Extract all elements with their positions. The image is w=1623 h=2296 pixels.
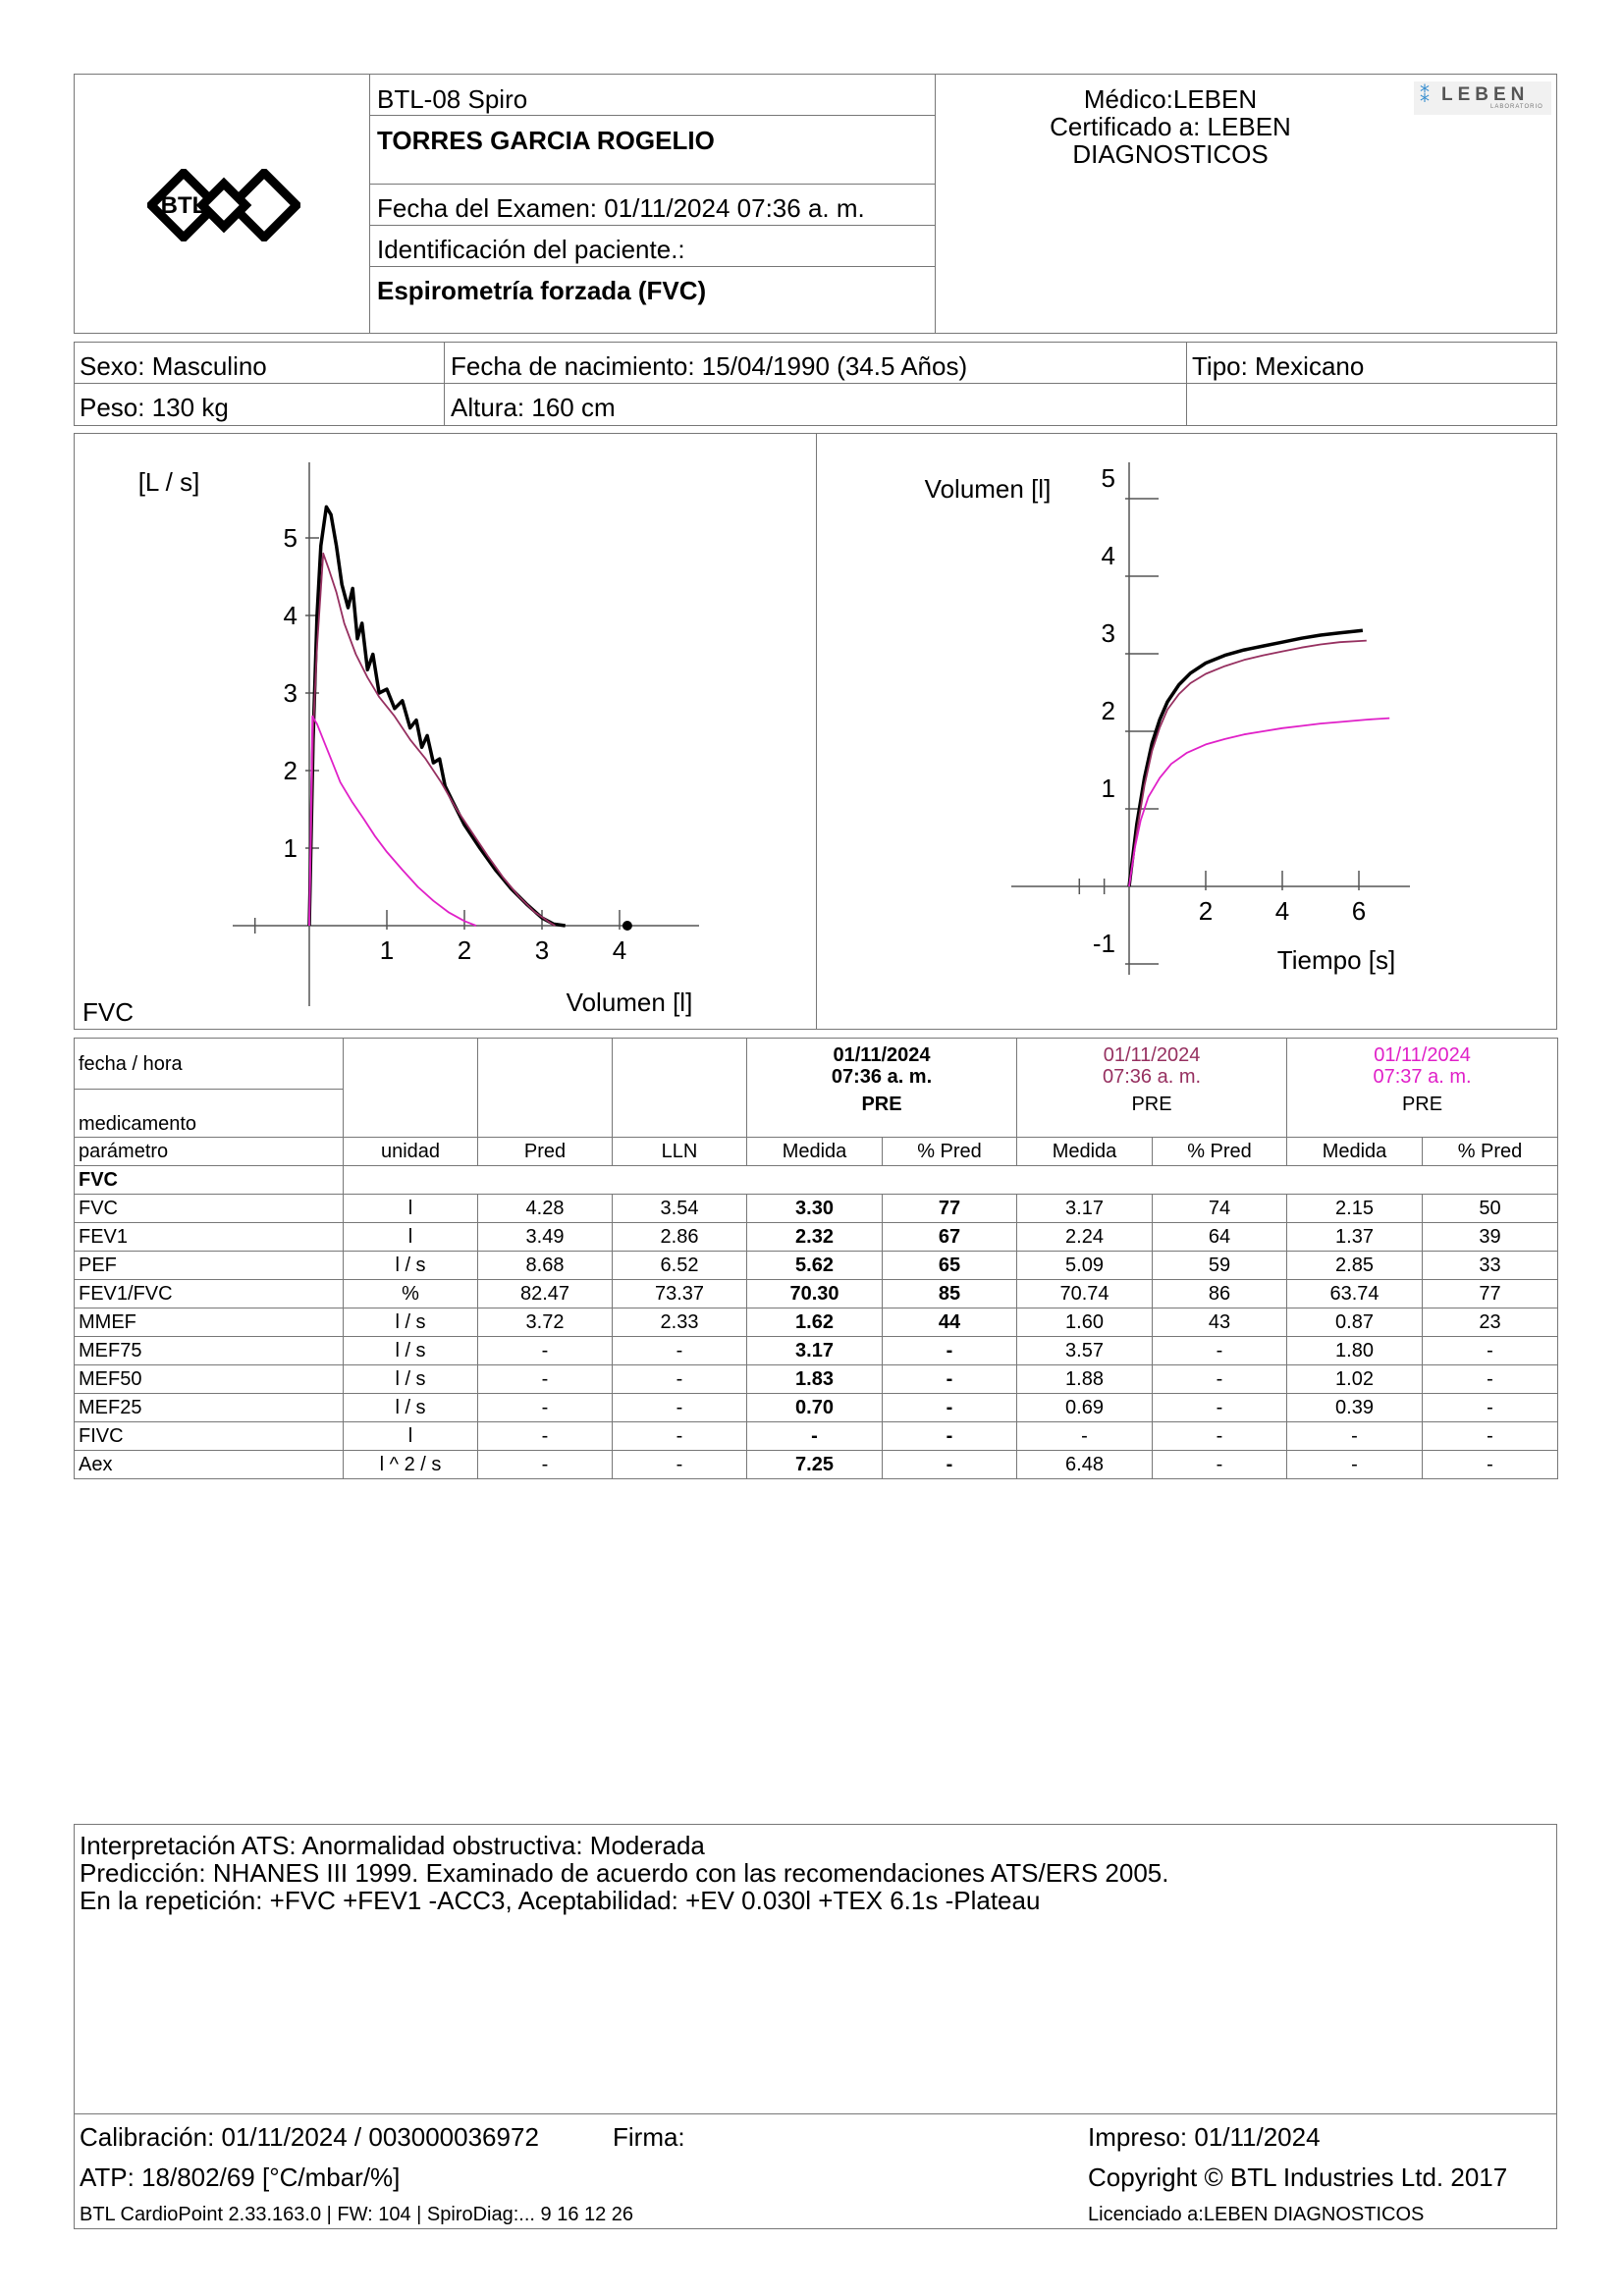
- table-cell: -: [1153, 1394, 1287, 1422]
- table-row: [75, 1394, 1558, 1422]
- table-cell: 3.30: [747, 1195, 883, 1223]
- table-cell: -: [613, 1365, 747, 1394]
- table-cell: -: [478, 1337, 613, 1365]
- trial-3-date: 01/11/2024: [1374, 1044, 1471, 1066]
- series-line-3: [309, 717, 476, 926]
- table-cell: -: [1153, 1451, 1287, 1479]
- y-tick-label: 4: [1101, 541, 1115, 570]
- col-header: Medida: [747, 1138, 883, 1166]
- table-cell: -: [1153, 1422, 1287, 1451]
- table-cell: 2.15: [1287, 1195, 1423, 1223]
- table-cell: l ^ 2 / s: [344, 1451, 478, 1479]
- results-table: [74, 1038, 1558, 1479]
- table-cell: PEF: [75, 1252, 344, 1280]
- table-cell: 1.83: [747, 1365, 883, 1394]
- x-tick-label: 4: [612, 935, 627, 965]
- table-cell: 2.32: [747, 1223, 883, 1252]
- flow-volume-corner-label: FVC: [82, 997, 134, 1027]
- leben-logo: [1414, 81, 1551, 115]
- col-header: unidad: [344, 1138, 478, 1166]
- table-cell: 65: [883, 1252, 1017, 1280]
- table-cell: -: [613, 1422, 747, 1451]
- y-tick-label: 5: [1101, 463, 1115, 493]
- series-line-1: [309, 507, 566, 926]
- table-cell: 2.85: [1287, 1252, 1423, 1280]
- table-cell: -: [1423, 1451, 1558, 1479]
- flow-volume-chart: [76, 435, 814, 1028]
- volume-time-chart: [818, 435, 1555, 1028]
- table-row: [75, 1365, 1558, 1394]
- trial-3-header: [1287, 1039, 1558, 1138]
- table-cell: %: [344, 1280, 478, 1308]
- table-cell: 6.52: [613, 1252, 747, 1280]
- table-cell: -: [747, 1422, 883, 1451]
- btl-logo: [147, 169, 300, 241]
- patient-height: Altura: 160 cm: [451, 393, 616, 422]
- licensed-to: Licenciado a:LEBEN DIAGNOSTICOS: [1088, 2204, 1425, 2225]
- table-cell: MEF75: [75, 1337, 344, 1365]
- table-cell: FEV1/FVC: [75, 1280, 344, 1308]
- table-row: [75, 1422, 1558, 1451]
- medicamento-label: medicamento: [75, 1090, 344, 1138]
- volume-time-ylabel: Volumen [l]: [924, 474, 1052, 504]
- y-tick-label: 1: [283, 833, 298, 863]
- col-header: LLN: [613, 1138, 747, 1166]
- copyright: Copyright © BTL Industries Ltd. 2017: [1088, 2163, 1508, 2192]
- table-cell: 8.68: [478, 1252, 613, 1280]
- table-cell: -: [613, 1451, 747, 1479]
- series-line-2: [1129, 641, 1367, 886]
- table-cell: 1.37: [1287, 1223, 1423, 1252]
- trial-2-med: PRE: [1131, 1094, 1172, 1115]
- trial-1-time: 07:36 a. m.: [831, 1066, 933, 1088]
- y-tick-label: 5: [283, 523, 298, 553]
- table-cell: -: [883, 1422, 1017, 1451]
- table-cell: 7.25: [747, 1451, 883, 1479]
- table-cell: 1.60: [1017, 1308, 1153, 1337]
- table-cell: -: [883, 1337, 1017, 1365]
- marker-point: [622, 921, 632, 931]
- interpretation-line3: En la repetición: +FVC +FEV1 -ACC3, Aceptabilidad: +EV 0.030l +TEX 6.1s -Plateau: [80, 1886, 1041, 1915]
- table-row: [75, 1252, 1558, 1280]
- series-line-3: [1129, 719, 1389, 886]
- table-cell: l / s: [344, 1252, 478, 1280]
- trial-2-header: [1017, 1039, 1287, 1138]
- col-header: parámetro: [75, 1138, 344, 1166]
- leben-logo-sub: LABORATORIO: [1490, 104, 1543, 110]
- atp: ATP: 18/802/69 [°C/mbar/%]: [80, 2163, 401, 2192]
- x-tick-label: 2: [1198, 896, 1214, 926]
- table-cell: -: [478, 1451, 613, 1479]
- col-header: % Pred: [1423, 1138, 1558, 1166]
- leben-logo-text: LEBEN: [1441, 84, 1530, 105]
- table-cell: 77: [883, 1195, 1017, 1223]
- trial-1-header: [747, 1039, 1017, 1138]
- x-tick-label: 3: [534, 935, 550, 965]
- table-cell: l: [344, 1223, 478, 1252]
- table-cell: l / s: [344, 1394, 478, 1422]
- table-cell: -: [1423, 1422, 1558, 1451]
- trial-2-date: 01/11/2024: [1103, 1044, 1201, 1066]
- volume-time-axes: [1011, 462, 1410, 975]
- table-cell: 23: [1423, 1308, 1558, 1337]
- table-cell: MEF50: [75, 1365, 344, 1394]
- software-info: BTL CardioPoint 2.33.163.0 | FW: 104 | SpiroDiag:... 9 16 12 26: [80, 2204, 634, 2225]
- table-cell: -: [883, 1394, 1017, 1422]
- fecha-hora-label: fecha / hora: [75, 1039, 344, 1090]
- table-cell: 70.74: [1017, 1280, 1153, 1308]
- x-tick-label: 4: [1274, 896, 1290, 926]
- table-cell: -: [1287, 1422, 1423, 1451]
- table-cell: l: [344, 1195, 478, 1223]
- interpretation-line1: Interpretación ATS: Anormalidad obstructiva: Moderada: [80, 1831, 705, 1860]
- patient-id: Identificación del paciente.:: [377, 235, 685, 264]
- table-cell: -: [1423, 1365, 1558, 1394]
- patient-type: Tipo: Mexicano: [1192, 351, 1365, 381]
- table-cell: -: [1017, 1422, 1153, 1451]
- table-cell: Aex: [75, 1451, 344, 1479]
- table-cell: -: [883, 1365, 1017, 1394]
- table-cell: 63.74: [1287, 1280, 1423, 1308]
- table-row: [75, 1451, 1558, 1479]
- table-cell: 3.17: [1017, 1195, 1153, 1223]
- y-tick-label: -1: [1092, 929, 1115, 958]
- table-cell: 1.88: [1017, 1365, 1153, 1394]
- table-cell: MMEF: [75, 1308, 344, 1337]
- table-cell: 73.37: [613, 1280, 747, 1308]
- table-cell: FVC: [75, 1195, 344, 1223]
- table-cell: 77: [1423, 1280, 1558, 1308]
- table-cell: FEV1: [75, 1223, 344, 1252]
- col-header: Medida: [1017, 1138, 1153, 1166]
- table-cell: 85: [883, 1280, 1017, 1308]
- table-cell: 1.02: [1287, 1365, 1423, 1394]
- table-cell: 70.30: [747, 1280, 883, 1308]
- table-cell: 5.62: [747, 1252, 883, 1280]
- y-tick-label: 2: [1101, 696, 1115, 725]
- table-cell: 2.33: [613, 1308, 747, 1337]
- table-cell: -: [1153, 1365, 1287, 1394]
- table-cell: 2.24: [1017, 1223, 1153, 1252]
- table-row: [75, 1223, 1558, 1252]
- flow-volume-xlabel: Volumen [l]: [566, 988, 693, 1017]
- patient-dob: Fecha de nacimiento: 15/04/1990 (34.5 Años): [451, 351, 968, 381]
- table-cell: 74: [1153, 1195, 1287, 1223]
- signature-label: Firma:: [613, 2122, 685, 2152]
- col-header: Medida: [1287, 1138, 1423, 1166]
- table-cell: 0.69: [1017, 1394, 1153, 1422]
- y-tick-label: 1: [1101, 774, 1115, 803]
- table-cell: MEF25: [75, 1394, 344, 1422]
- table-cell: 0.87: [1287, 1308, 1423, 1337]
- table-cell: 43: [1153, 1308, 1287, 1337]
- y-tick-label: 3: [283, 678, 298, 708]
- section-fvc: FVC: [75, 1166, 344, 1195]
- table-cell: 1.62: [747, 1308, 883, 1337]
- flow-volume-ylabel: [L / s]: [137, 467, 200, 497]
- table-cell: 86: [1153, 1280, 1287, 1308]
- col-header: % Pred: [883, 1138, 1017, 1166]
- x-tick-label: 2: [457, 935, 472, 965]
- table-cell: -: [1423, 1337, 1558, 1365]
- table-cell: 5.09: [1017, 1252, 1153, 1280]
- certified-line1: Certificado a: LEBEN: [1050, 112, 1291, 141]
- patient-sex: Sexo: Masculino: [80, 351, 267, 381]
- x-tick-label: 6: [1351, 896, 1367, 926]
- table-cell: -: [1423, 1394, 1558, 1422]
- table-row: [75, 1337, 1558, 1365]
- col-header: % Pred: [1153, 1138, 1287, 1166]
- trial-2-time: 07:36 a. m.: [1102, 1066, 1202, 1088]
- series-line-2: [309, 554, 555, 926]
- calibration: Calibración: 01/11/2024 / 003000036972: [80, 2122, 539, 2152]
- table-cell: 3.57: [1017, 1337, 1153, 1365]
- table-cell: 2.86: [613, 1223, 747, 1252]
- table-cell: FIVC: [75, 1422, 344, 1451]
- table-cell: 64: [1153, 1223, 1287, 1252]
- x-tick-label: 1: [379, 935, 395, 965]
- table-cell: l: [344, 1422, 478, 1451]
- table-cell: 1.80: [1287, 1337, 1423, 1365]
- table-cell: 3.17: [747, 1337, 883, 1365]
- table-cell: -: [478, 1365, 613, 1394]
- patient-name: TORRES GARCIA ROGELIO: [377, 126, 715, 155]
- table-cell: 3.72: [478, 1308, 613, 1337]
- volume-time-series: [1129, 630, 1389, 886]
- table-cell: l / s: [344, 1308, 478, 1337]
- interpretation-line2: Predicción: NHANES III 1999. Examinado de acuerdo con las recomendaciones ATS/ERS 2005.: [80, 1858, 1169, 1888]
- col-header: Pred: [478, 1138, 613, 1166]
- table-row: [75, 1280, 1558, 1308]
- flow-volume-series: [309, 507, 632, 931]
- y-tick-label: 4: [283, 601, 298, 630]
- table-cell: -: [1287, 1451, 1423, 1479]
- table-cell: 0.39: [1287, 1394, 1423, 1422]
- dna-icon: ⁑: [1420, 85, 1430, 107]
- table-row: [75, 1308, 1558, 1337]
- btl-logo-b: BTL: [160, 192, 207, 219]
- trial-3-time: 07:37 a. m.: [1373, 1066, 1472, 1088]
- table-cell: 4.28: [478, 1195, 613, 1223]
- test-name: Espirometría forzada (FVC): [377, 276, 707, 305]
- table-cell: 33: [1423, 1252, 1558, 1280]
- trial-1-med: PRE: [861, 1094, 902, 1115]
- table-cell: 39: [1423, 1223, 1558, 1252]
- series-line-1: [1129, 630, 1363, 886]
- table-cell: -: [613, 1337, 747, 1365]
- trial-3-med: PRE: [1401, 1094, 1443, 1115]
- table-cell: -: [478, 1422, 613, 1451]
- table-cell: 59: [1153, 1252, 1287, 1280]
- table-cell: 0.70: [747, 1394, 883, 1422]
- table-cell: 6.48: [1017, 1451, 1153, 1479]
- printed-date: Impreso: 01/11/2024: [1088, 2122, 1321, 2152]
- table-cell: -: [1153, 1337, 1287, 1365]
- table-cell: 3.54: [613, 1195, 747, 1223]
- table-cell: 67: [883, 1223, 1017, 1252]
- table-cell: l / s: [344, 1337, 478, 1365]
- trial-1-date: 01/11/2024: [833, 1044, 931, 1066]
- exam-date: Fecha del Examen: 01/11/2024 07:36 a. m.: [377, 193, 865, 223]
- device-name: BTL-08 Spiro: [377, 84, 528, 114]
- y-tick-label: 3: [1101, 618, 1115, 648]
- table-row: [75, 1195, 1558, 1223]
- table-cell: -: [883, 1451, 1017, 1479]
- patient-weight: Peso: 130 kg: [80, 393, 229, 422]
- volume-time-xlabel: Tiempo [s]: [1276, 945, 1396, 975]
- y-tick-label: 2: [283, 756, 298, 785]
- doctor: Médico:LEBEN: [1083, 84, 1258, 114]
- table-cell: 44: [883, 1308, 1017, 1337]
- table-cell: -: [478, 1394, 613, 1422]
- table-cell: 82.47: [478, 1280, 613, 1308]
- table-cell: 3.49: [478, 1223, 613, 1252]
- table-cell: -: [613, 1394, 747, 1422]
- table-cell: l / s: [344, 1365, 478, 1394]
- table-cell: 50: [1423, 1195, 1558, 1223]
- certified-line2: DIAGNOSTICOS: [1072, 139, 1269, 169]
